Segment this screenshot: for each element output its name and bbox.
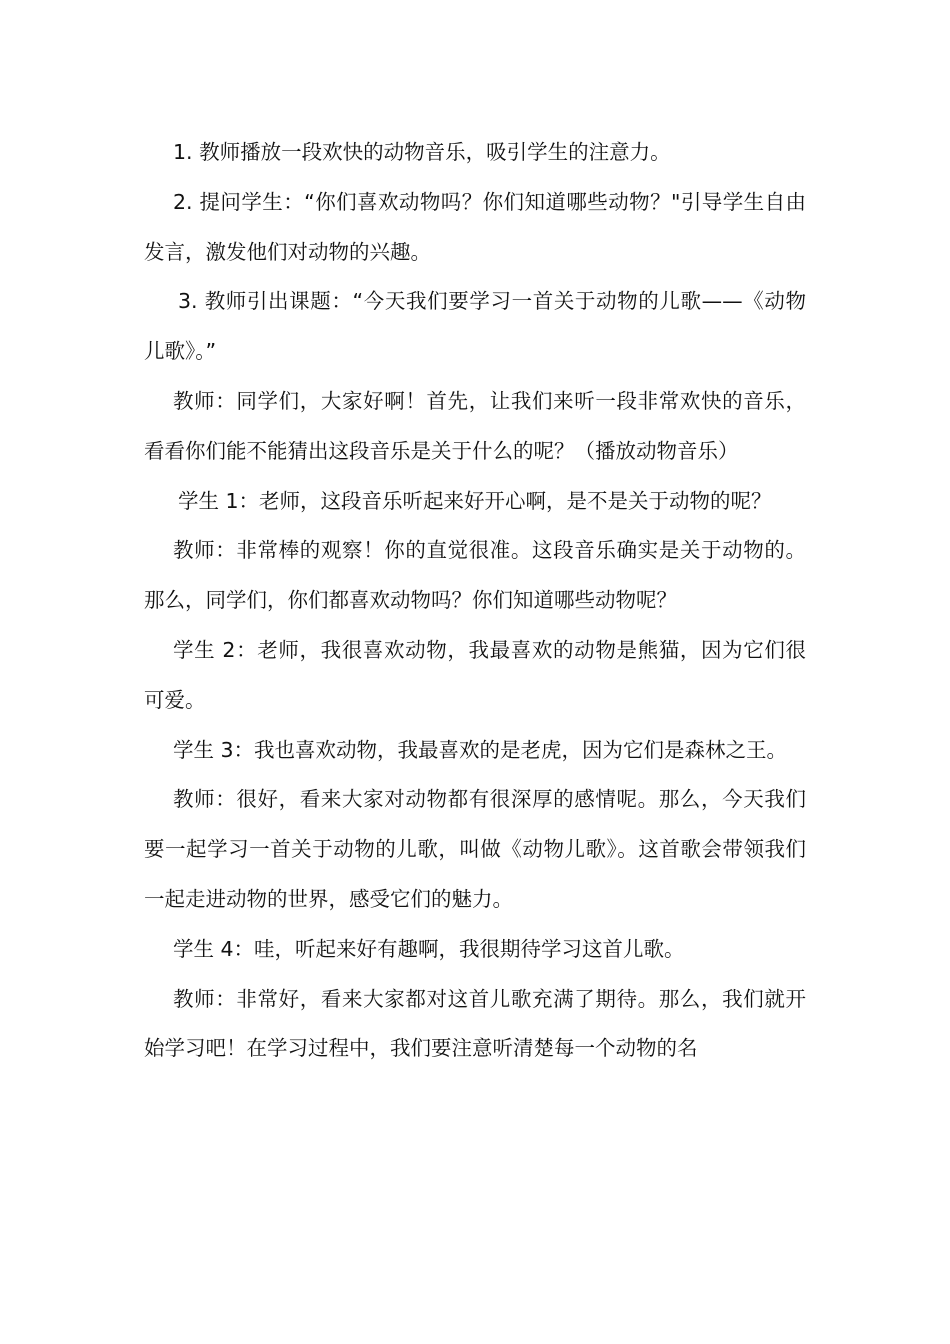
paragraph-student-2: 学生 2：老师，我很喜欢动物，我最喜欢的动物是熊猫，因为它们很可爱。 (144, 637, 806, 712)
paragraph-teacher-1: 教师：同学们，大家好啊！首先，让我们来听一段非常欢快的音乐，看看你们能不能猜出这段音乐是关于什么的呢？（播放动物音乐） (144, 388, 806, 463)
paragraph-student-4: 学生 4：哇，听起来好有趣啊，我很期待学习这首儿歌。 (173, 936, 685, 961)
paragraph-teacher-3: 教师：很好，看来大家对动物都有很深厚的感情呢。那么，今天我们要一起学习一首关于动物的儿歌，叫做《动物儿歌》。这首歌会带领我们一起走进动物的世界，感受它们的魅力。 (144, 787, 806, 911)
paragraph-step-3: 3. 教师引出课题：“今天我们要学习一首关于动物的儿歌——《动物儿歌》。” (144, 289, 806, 364)
paragraph-step-2: 2. 提问学生：“你们喜欢动物吗？你们知道哪些动物？"引导学生自由发言，激发他们对动物的兴趣。 (144, 189, 806, 264)
paragraph-step-1: 1. 教师播放一段欢快的动物音乐，吸引学生的注意力。 (173, 140, 671, 164)
paragraph-teacher-4: 教师：非常好，看来大家都对这首儿歌充满了期待。那么，我们就开始学习吧！在学习过程中，我们要注意听清楚每一个动物的名 (144, 986, 806, 1061)
paragraph-teacher-2: 教师：非常棒的观察！你的直觉很准。这段音乐确实是关于动物的。那么，同学们，你们都喜欢动物吗？你们知道哪些动物呢？ (144, 538, 806, 613)
paragraph-student-3: 学生 3：我也喜欢动物，我最喜欢的是老虎，因为它们是森林之王。 (173, 737, 788, 762)
document-body (144, 128, 806, 1074)
paragraph-student-1: 学生 1：老师，这段音乐听起来好开心啊，是不是关于动物的呢？ (178, 488, 772, 513)
